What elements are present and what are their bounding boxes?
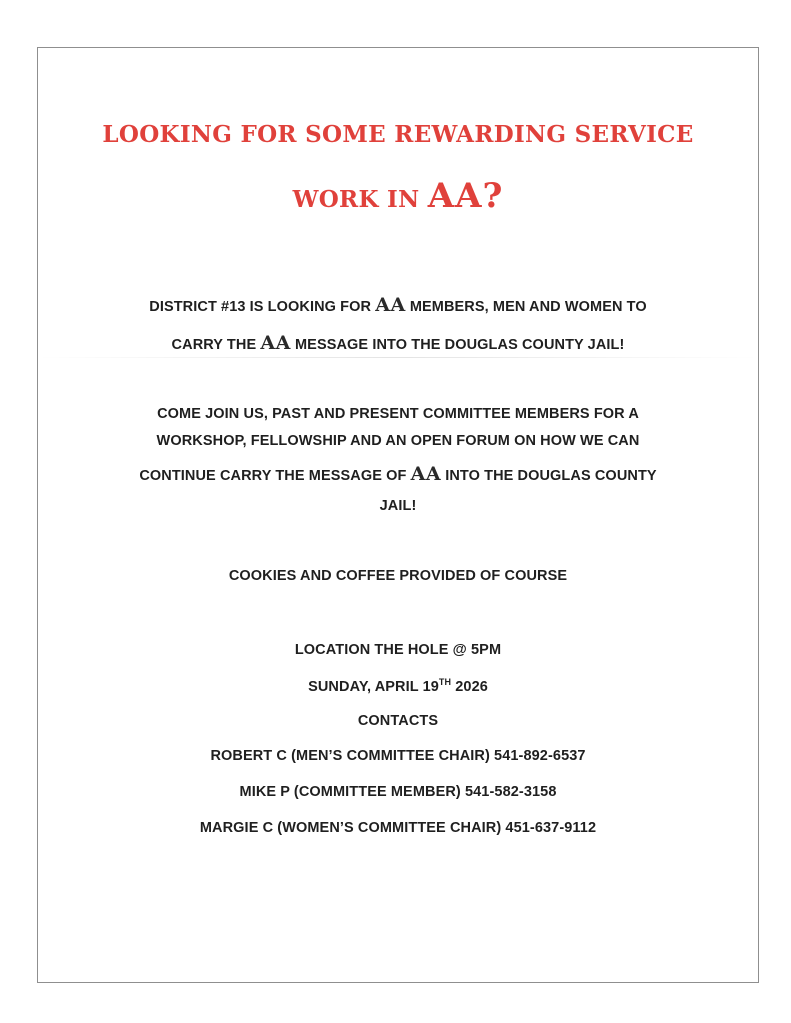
contact-item: MARGIE C (WOMEN’S COMMITTEE CHAIR) 451-637-9112 [199, 820, 597, 836]
aa-logo-text: AA [375, 294, 406, 316]
intro-line-1 [38, 294, 758, 316]
refreshments-note: COOKIES AND COFFEE PROVIDED OF COURSE [228, 568, 568, 584]
intro-line-2-end: MESSAGE INTO THE DOUGLAS COUNTY JAIL! [290, 337, 625, 353]
contact-item: ROBERT C (MEN’S COMMITTEE CHAIR) 541-892-6537 [210, 748, 586, 764]
headline-prefix: WORK IN [292, 186, 428, 213]
invite-line-3-end: INTO THE DOUGLAS COUNTY [441, 468, 657, 484]
invite-line-2: WORKSHOP, FELLOWSHIP AND AN OPEN FORUM ON HOW WE CAN [156, 433, 640, 449]
intro-line-2 [38, 332, 758, 354]
headline-line-2 [38, 176, 758, 216]
event-date-year: 2026 [451, 679, 488, 695]
invite-line-4: JAIL! [379, 498, 417, 514]
invite-line-3 [38, 463, 758, 485]
event-date-day: SUNDAY, APRIL 19 [308, 679, 439, 695]
aa-logo-text: AA [410, 463, 442, 485]
event-date [38, 677, 758, 695]
headline-aa: AA? [427, 176, 504, 216]
intro-line-1-end: MEMBERS, MEN AND WOMEN TO [405, 299, 647, 315]
event-location: LOCATION THE HOLE @ 5PM [294, 642, 502, 658]
contact-item: MIKE P (COMMITTEE MEMBER) 541-582-3158 [239, 784, 557, 800]
invite-line-3-start: CONTINUE CARRY THE MESSAGE OF [139, 468, 411, 484]
event-date-ordinal: TH [438, 677, 452, 687]
intro-line-2-start: CARRY THE [171, 337, 261, 353]
aa-logo-text: AA [260, 332, 291, 354]
invite-line-1: COME JOIN US, PAST AND PRESENT COMMITTEE MEMBERS FOR A [157, 406, 639, 422]
contacts-heading: CONTACTS [357, 713, 439, 729]
headline-line-1: LOOKING FOR SOME REWARDING SERVICE [102, 121, 694, 148]
intro-line-1-start: DISTRICT #13 IS LOOKING FOR [149, 299, 376, 315]
scan-artifact [38, 357, 758, 358]
flyer-page [37, 47, 759, 983]
